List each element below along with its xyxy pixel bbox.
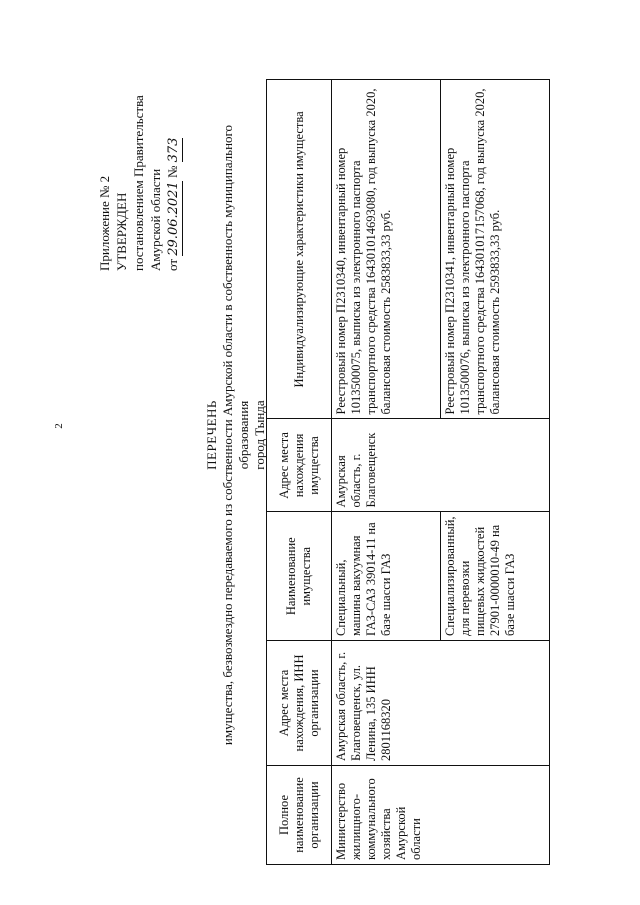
region-label: Амурской области [148,168,163,271]
date-number-line [164,11,183,271]
approved-label: УТВЕРЖДЕН [114,192,129,271]
property-details-cell: Реестровый номер П2310341, инвентарный номер 1013500076, выписка из электронного паспорта транспортного средства 164301017157068, год выпуска 2020, балансовая стоимость 2593833,33 руб. [441,80,550,419]
table-header-row [267,80,332,865]
resolution-label: постановлением Правительства [131,95,146,271]
number-value: 373 [166,137,181,163]
header-property-name: Наименование имущества [267,512,332,641]
property-table [266,79,550,865]
property-details-cell: Реестровый номер П2310340, инвентарный номер 1013500075, выписка из электронного паспорта транспортного средства 164301014693080, год выпуска 2020, балансовая стоимость 2583833,33 руб. [332,80,441,419]
header-property-details: Индивидуализирующие характеристики имущества [267,80,332,419]
number-prefix: № [165,165,180,179]
document-subtitle-2: город Тында [252,400,267,470]
date-prefix: от [165,258,180,271]
approval-block [96,11,183,271]
page-number: 2 [52,423,65,429]
property-name-cell: Специальный, машина вакуумная ГАЗ-САЗ 39014-11 на базе шасси ГАЗ [332,512,441,641]
header-property-location: Адрес места нахождения имущества [267,419,332,512]
property-location-cell: Амурская область, г. Благовещенск [332,419,550,512]
property-name-cell: Специализированный, для перевозки пищевых жидкостей 27901-0000010-49 на базе шасси ГАЗ [441,512,550,641]
org-address-cell: Амурская область, г. Благовещенск, ул. Ленина, 135 ИНН 2801168320 [332,641,550,766]
header-org-name: Полное наименование организации [267,766,332,865]
document-heading [204,115,268,755]
header-org-address: Адрес места нахождения, ИНН организации [267,641,332,766]
document-subtitle: имущества, безвозмездно передаваемого из собственности Амурской области в собственность муниципального образования [220,124,251,746]
org-name-cell: Министерство жилищного-коммунального хозяйства Амурской области [332,766,550,865]
document-title: ПЕРЕЧЕНЬ [204,400,219,470]
date-value: 29.06.2021 [166,181,181,256]
appendix-label: Приложение № 2 [97,175,112,271]
table-row [332,80,441,865]
